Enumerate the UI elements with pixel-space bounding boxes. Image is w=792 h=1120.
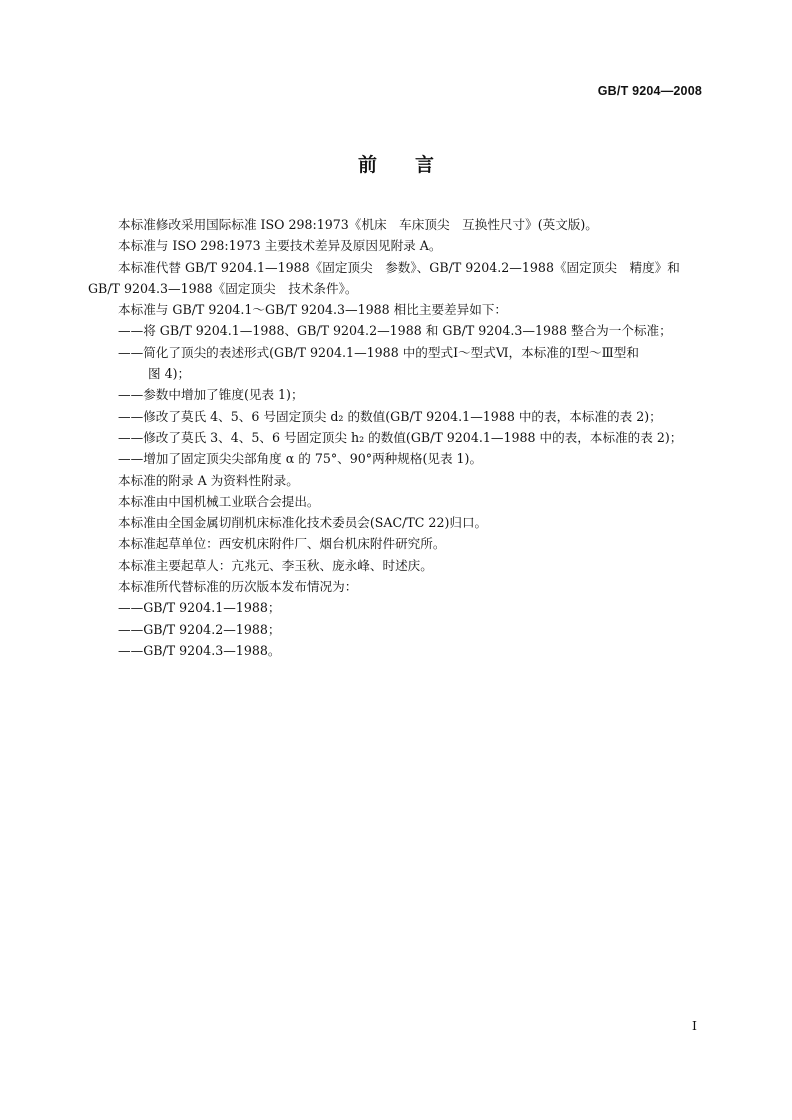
list-item: ——修改了莫氏 4、5、6 号固定顶尖 d₂ 的数值(GB/T 9204.1—1988 中的表，本标准的表 2)； xyxy=(118,408,662,424)
foreword-body xyxy=(88,214,708,661)
list-item: ——GB/T 9204.2—1988； xyxy=(118,621,281,637)
paragraph-main-differences: 本标准与 GB/T 9204.1～GB/T 9204.3—1988 相比主要差异如下： xyxy=(118,302,508,318)
list-item: ——将 GB/T 9204.1—1988、GB/T 9204.2—1988 和 GB/T 9204.3—1988 整合为一个标准； xyxy=(118,323,672,339)
list-item: ——修改了莫氏 3、4、5、6 号固定顶尖 h₂ 的数值(GB/T 9204.1—1988 中的表，本标准的表 2)； xyxy=(118,429,683,445)
paragraph-drafting-units: 本标准起草单位：西安机床附件厂、烟台机床附件研究所。 xyxy=(118,536,446,552)
list-item: ——增加了固定顶尖尖部角度 α 的 75°、90°两种规格(见表 1)。 xyxy=(118,451,483,467)
paragraph-adoption: 本标准修改采用国际标准 ISO 298:1973《机床 车床顶尖 互换性尺寸》(英文版)。 xyxy=(118,217,598,232)
list-item: ——GB/T 9204.3—1988。 xyxy=(118,642,281,658)
paragraph-drafters: 本标准主要起草人：亢兆元、李玉秋、庞永峰、时述庆。 xyxy=(118,557,433,573)
list-item xyxy=(88,342,708,385)
paragraph-replaces: 本标准代替 GB/T 9204.1—1988《固定顶尖 参数》、GB/T 9204.2—1988《固定顶尖 精度》和 GB/T 9204.3—1988《固定顶尖 技术条件》。 xyxy=(88,259,680,296)
list-item: ——参数中增加了锥度(见表 1)； xyxy=(118,387,304,403)
list-item-continuation: 图 4)； xyxy=(148,366,191,382)
list-item: ——GB/T 9204.1—1988； xyxy=(118,600,281,616)
list-item-line: ——简化了顶尖的表述形式(GB/T 9204.1—1988 中的型式Ⅰ～型式Ⅵ，本标准的Ⅰ型～Ⅲ型和 xyxy=(118,344,639,360)
standard-code: GB/T 9204—2008 xyxy=(597,84,702,98)
page-number: I xyxy=(692,1018,697,1033)
paragraph-appendix: 本标准的附录 A 为资料性附录。 xyxy=(118,472,299,488)
paragraph-committee: 本标准由全国金属切削机床标准化技术委员会(SAC/TC 22)归口。 xyxy=(118,515,488,531)
paragraph-history: 本标准所代替标准的历次版本发布情况为： xyxy=(118,579,358,595)
paragraph-differences: 本标准与 ISO 298:1973 主要技术差异及原因见附录 A。 xyxy=(118,238,442,254)
paragraph-proposer: 本标准由中国机械工业联合会提出。 xyxy=(118,493,320,509)
page-title: 前言 xyxy=(357,154,472,176)
